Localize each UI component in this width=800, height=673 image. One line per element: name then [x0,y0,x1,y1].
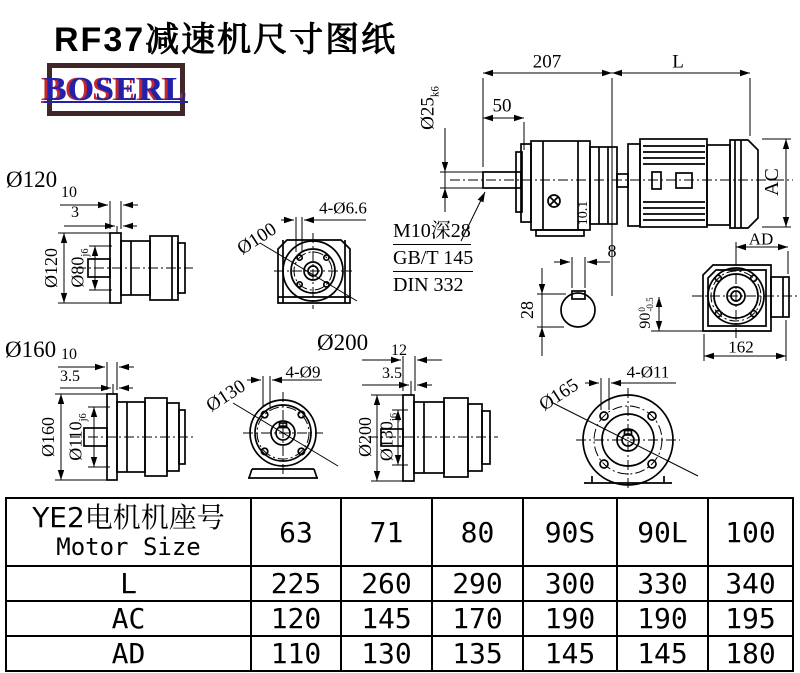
cell-AC-63: 120 [251,601,341,636]
motor-size-label-cn: YE2电机机座号 [32,501,225,534]
cell-L-90l: 330 [617,566,708,601]
flange200-group-label: Ø200 [317,330,369,355]
shaft-fit-value: k6 [429,86,442,98]
rear-view-linework [651,242,797,361]
dim-AC-label: AC [761,168,783,196]
column-header-71: 71 [341,498,432,566]
table-row-AD [6,636,793,671]
key-width-label: 8 [607,241,617,261]
flange120-holes-label: 4-Ø6.6 [319,198,367,218]
flange200-od-label: Ø200 [355,417,375,457]
cell-L-63: 225 [251,566,341,601]
flange120-spigot-label [68,248,91,287]
cell-AD-80: 135 [432,636,523,671]
flange160-thickness-label: 10 [61,346,77,363]
dim-L-label: L [672,51,684,73]
flange160-spigot-label [66,413,89,460]
flange160-group-label: Ø160 [5,337,57,362]
flange200-spigot-fit: j6 [389,412,401,422]
flange160-boltcircle-label: Ø130 [202,375,250,417]
table-header-row [6,498,793,566]
brand-logo [44,63,188,116]
flange160-spigot-value: Ø110 [65,421,86,461]
flange120-thickness-label: 10 [61,184,77,201]
note-thread: M10深28 [393,218,471,245]
cell-AC-100: 195 [708,601,793,636]
flange200-holes-label: 4-Ø11 [626,362,670,382]
note-gbt: GB/T 145 [393,245,473,272]
flange200-boltcircle-label: Ø165 [535,374,583,416]
dim-162-label: 162 [728,337,754,357]
flange200-thickness-label: 12 [391,342,407,359]
dim-AD-label: AD [748,229,774,249]
cell-AC-71: 145 [341,601,432,636]
flange120-group-label: Ø120 [6,167,58,192]
tolerance-upper: 0 [637,307,648,312]
column-header-80: 80 [432,498,523,566]
dim-90-value: 90 [636,312,654,329]
row-label-AC: AC [6,601,251,636]
flange120-spigot-value: Ø80 [67,256,88,288]
table-header-motor-size [6,498,251,566]
table-row-AC [6,601,793,636]
cell-AC-80: 170 [432,601,523,636]
tolerance-lower: -0.5 [645,297,656,312]
cell-AD-90s: 145 [523,636,617,671]
cell-L-100: 340 [708,566,793,601]
dim-10-1-label: 10.1 [576,200,591,226]
flange120-od-label: Ø120 [41,248,61,288]
flange160-step-label: 3.5 [60,368,80,385]
key-section-linework [537,257,610,356]
row-label-AD: AD [6,636,251,671]
flange120-spigot-fit: j6 [80,248,92,257]
flange120-boltcircle-label: Ø100 [233,218,281,260]
brand-logo-text: BOSERL [44,70,188,108]
column-header-100: 100 [708,498,793,566]
cell-AD-100: 180 [708,636,793,671]
column-header-90l: 90L [617,498,708,566]
shaft-diameter-label [419,86,442,130]
page-title: RF37减速机尺寸图纸 [54,21,398,59]
cell-AD-63: 110 [251,636,341,671]
flange160-holes-label: 4-Ø9 [285,362,321,382]
cell-L-80: 290 [432,566,523,601]
note-din: DIN 332 [393,274,464,296]
flange200-spigot-label [377,413,400,461]
row-label-L: L [6,566,251,601]
flange200-spigot-value: Ø130 [376,421,397,462]
cell-AC-90l: 190 [617,601,708,636]
flange120-step-label: 3 [71,204,79,221]
flange160-od-label: Ø160 [38,417,58,457]
cell-AD-71: 130 [341,636,432,671]
cell-L-90s: 300 [523,566,617,601]
motor-size-label-en: Motor Size [56,533,201,561]
cell-L-71: 260 [341,566,432,601]
flange200-step-label: 3.5 [382,365,402,382]
motor-dimension-table [5,497,794,672]
thread-notes [393,218,473,298]
key-height-label: 28 [517,301,537,319]
column-header-90s: 90S [523,498,617,566]
shaft-diameter-value: Ø25 [417,97,439,130]
dim-90-label [638,297,654,328]
column-header-63: 63 [251,498,341,566]
flange160-spigot-fit: j6 [78,413,90,422]
cell-AC-90s: 190 [523,601,617,636]
dim-90-tolerance [638,297,654,311]
cell-AD-90l: 145 [617,636,708,671]
dim-50-label: 50 [492,95,512,117]
dim-207-label: 207 [532,51,562,73]
table-row-L [6,566,793,601]
